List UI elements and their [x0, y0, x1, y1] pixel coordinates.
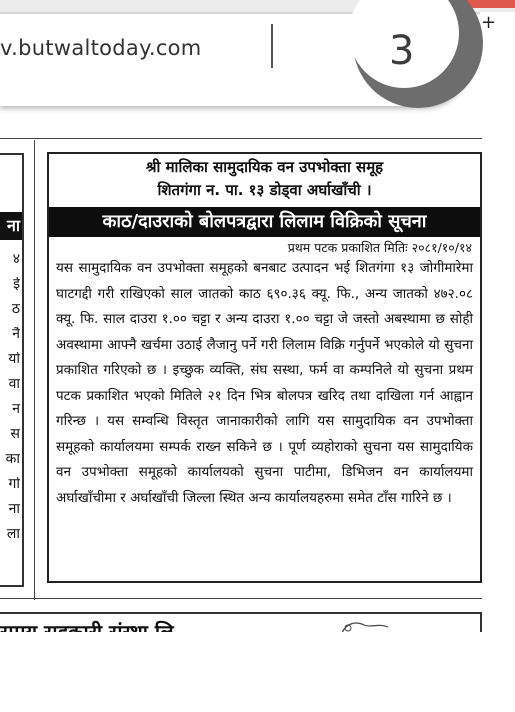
left-text-fragment: का — [5, 452, 20, 466]
column-divider — [34, 140, 35, 600]
left-text-fragment: ला — [6, 527, 20, 541]
left-text-fragment: गो — [8, 477, 20, 491]
left-text-fragment: ई — [13, 277, 20, 291]
crosshair-cursor-icon: + — [481, 12, 497, 33]
notice-title: काठ/दाउराको बोलपत्रद्वारा लिलाम विक्रिको सूचना — [49, 207, 480, 237]
left-text-fragment: वा — [8, 377, 20, 391]
bottom-column-rule — [0, 598, 482, 599]
left-text-fragment: ना — [8, 502, 20, 516]
top-column-rule — [0, 138, 482, 139]
organization-address: शितगंगा न. पा. १३ डोड्वा अर्घाखाँची । — [157, 181, 372, 199]
left-text-fragment: ४ — [12, 252, 20, 266]
left-text-fragment: स — [10, 427, 20, 441]
publication-date: प्रथम पटक प्रकाशित मितिः २०८१/१०/१४ — [287, 240, 472, 255]
site-url: v.butwaltoday.com — [0, 36, 202, 60]
notice-body: यस सामुदायिक वन उपभोक्ता समूहको बनबाट उत्पादन भई शितगंगा १३ जोगीमारेमा घाटगद्दी गरी राखिएको साल जातको काठ ६९०.३६ क्यू. फि., अन्य जातको ४७२.०८ क्यू. फि. साल दाउरा १.०० चट्टा र अन्य दाउरा १.०० चट्टा जे जस्तो अबस्थामा छ सोही अवस्थामा आफ्नै खर्चमा उठाई लैजानु पर्ने गरी लिलाम विक्रि गर्नुपर्ने भएकोले यो सुचना प्रकाशित गरिएको छ । इच्छुक व्यक्ति, संघ सस्था, फर्म वा कम्पनिले यो सुचना प्रथम पटक प्रकाशित भएको मितिले २१ दिन भित्र बोलपत्र खरिद तथा दाखिला गर्न आह्वान गरिन्छ । यस सम्वन्धि विस्तृत जानाकारीको लागि यस सामुदायिक वन उपभोक्ता समूहको कार्यालयमा सम्पर्क राख्न सकिने छ । पूर्ण व्यहोराको सुचना यस सामुदायिक वन उपभोक्ता समूहको कार्यालयको सुचना पाटीमा, डिभिजन वन कार्यालयमा अर्घाखाँचीमा र अर्घाखाँची जिल्ला स्थित अन्य कार्यालयहरुमा समेत टाँस गारिने छ । — [56, 260, 473, 506]
corner-tab[interactable] — [466, 0, 515, 8]
header-divider — [271, 24, 273, 68]
blank-area — [0, 632, 515, 712]
left-text-fragment: न — [12, 402, 20, 416]
notice-box — [47, 152, 482, 583]
page-number: 3 — [389, 28, 415, 74]
organization-name: श्री मालिका सामुदायिक वन उपभोक्ता समूह — [145, 158, 384, 176]
left-text-fragment: नै — [12, 327, 20, 341]
left-text-fragment: ठ — [11, 302, 20, 316]
left-article-title: ना — [0, 212, 22, 240]
left-text-fragment: यो — [8, 352, 20, 366]
